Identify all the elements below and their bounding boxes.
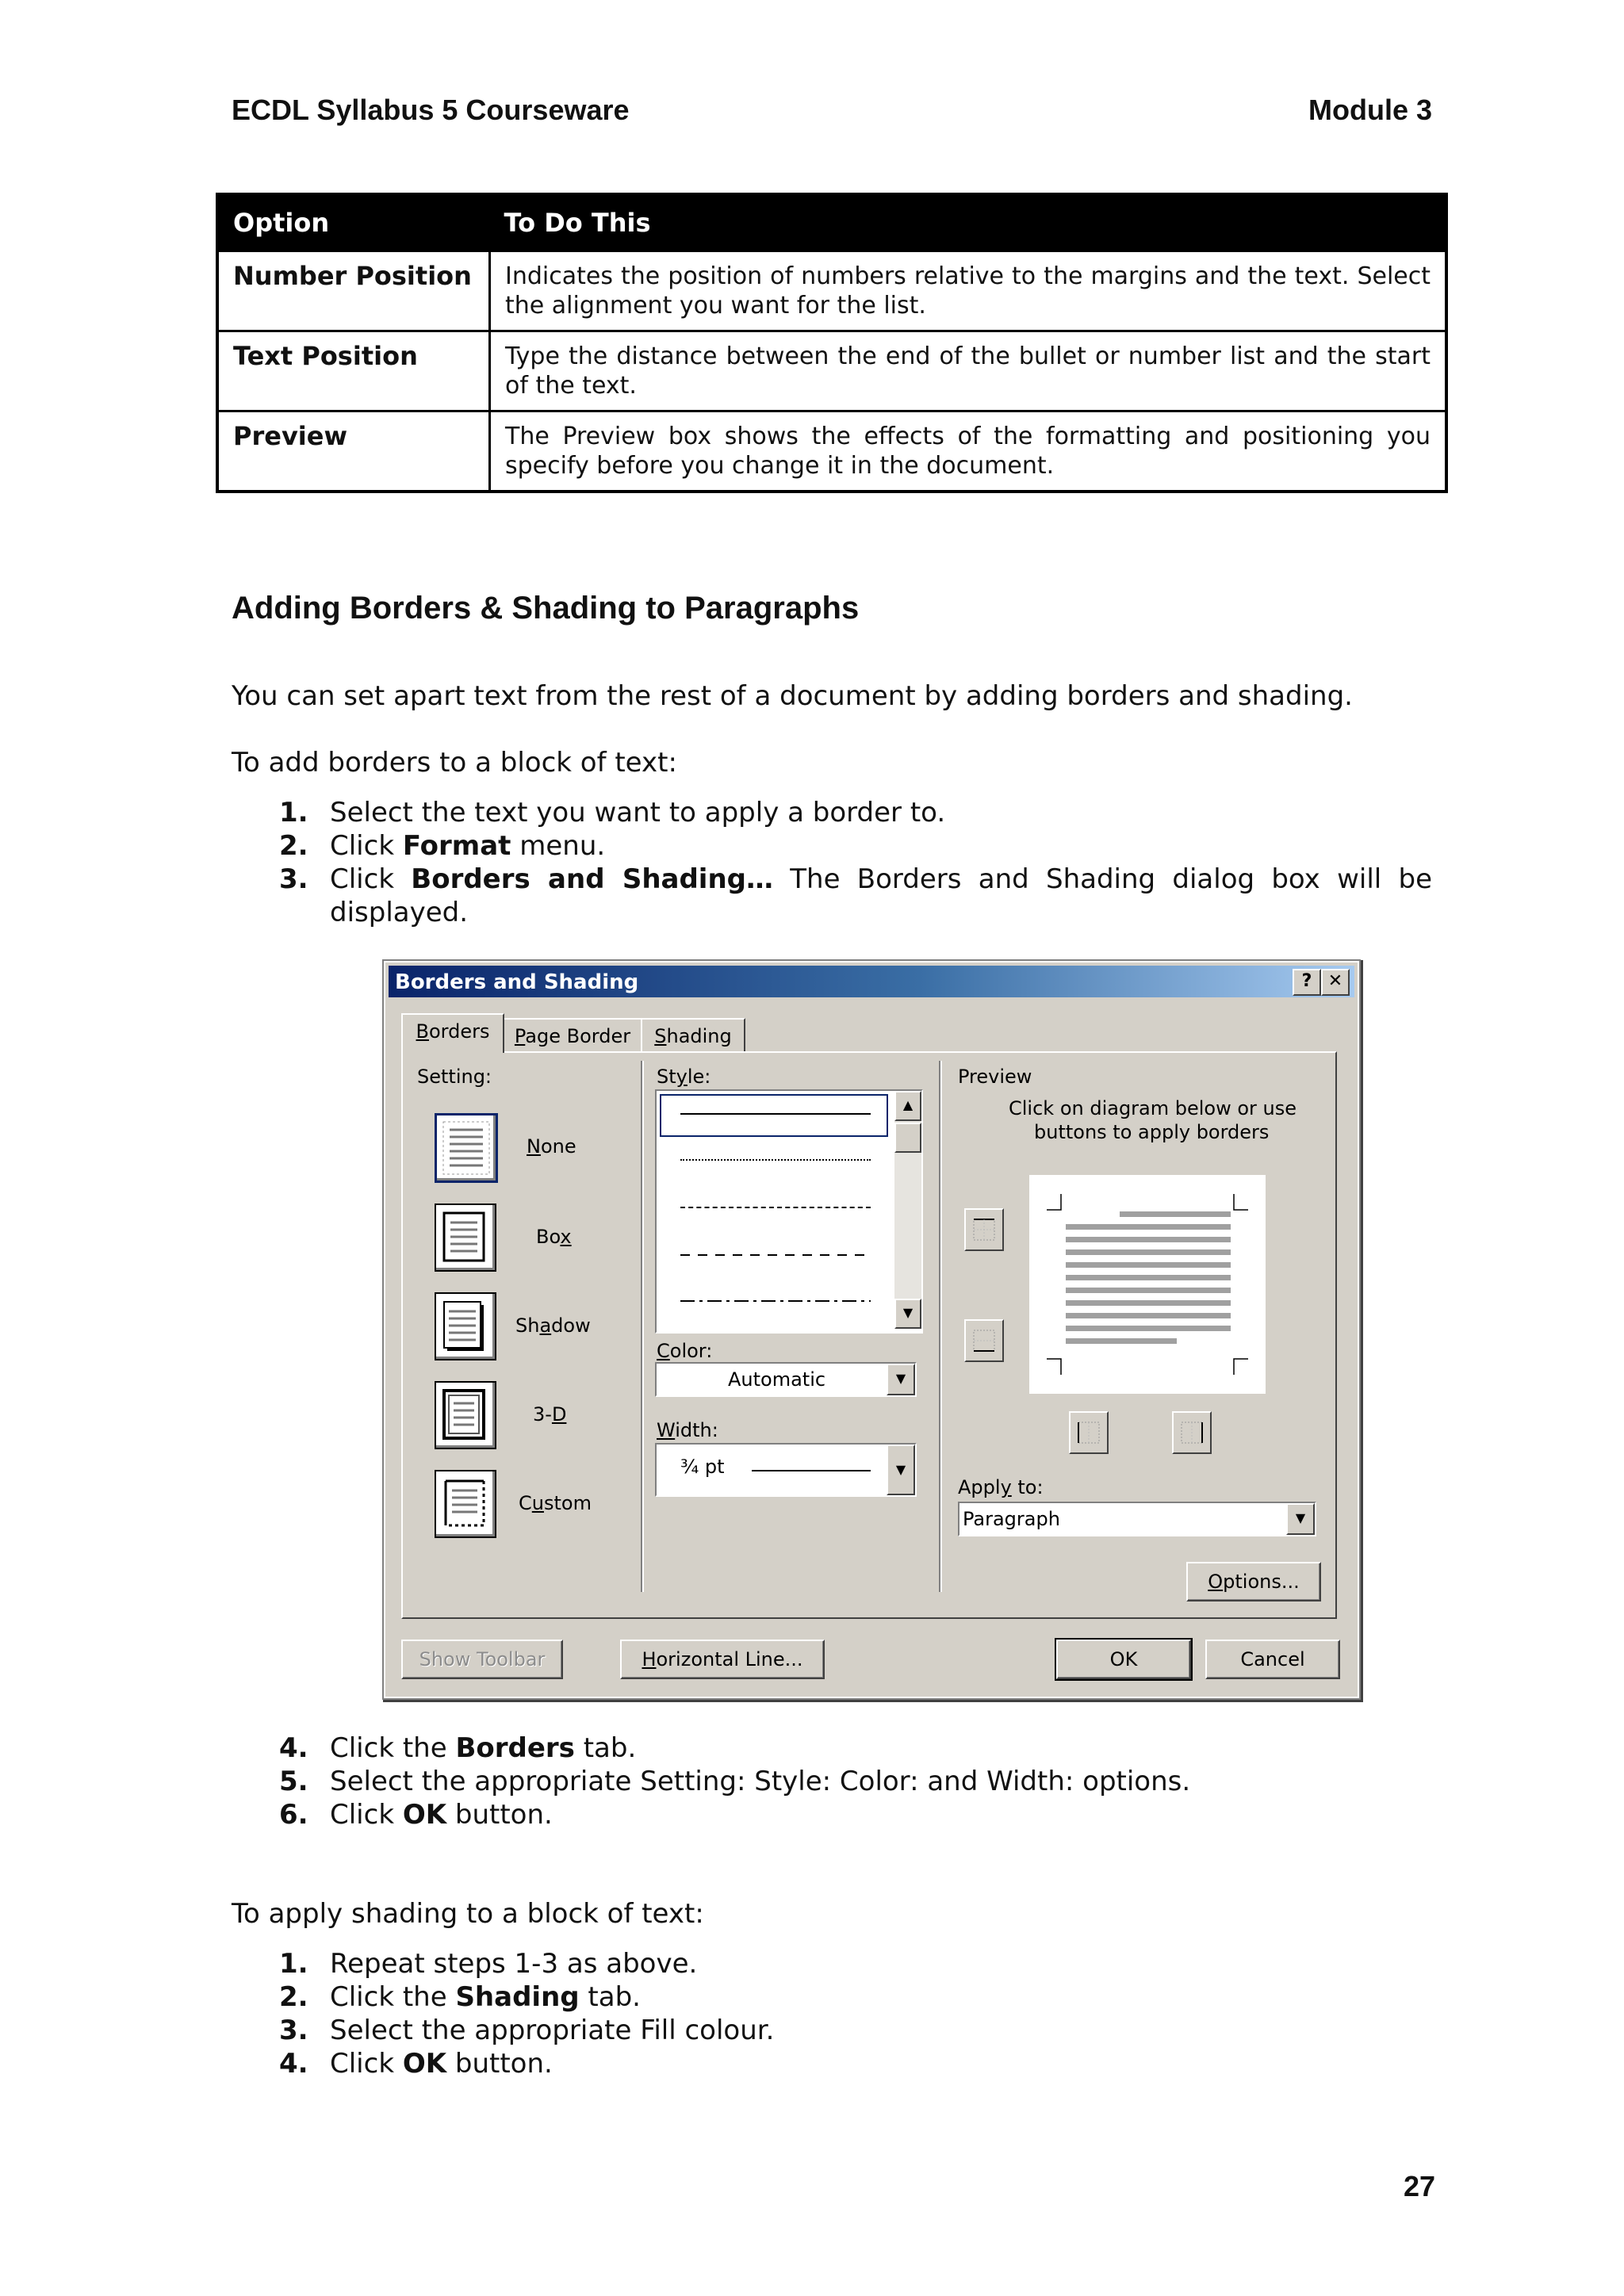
width-label: Width:: [657, 1419, 718, 1441]
show-toolbar-button[interactable]: Show Toolbar: [401, 1640, 563, 1679]
table-header-row: [217, 194, 1446, 251]
preview-label: Preview: [958, 1066, 1032, 1088]
help-button[interactable]: ?: [1293, 969, 1321, 996]
borders-steps-b: [279, 1732, 1432, 1831]
scroll-down-icon[interactable]: ▼: [894, 1299, 921, 1329]
table-row: [217, 331, 1446, 411]
page-number: 27: [1403, 2170, 1435, 2202]
style-list-selection: [660, 1094, 888, 1137]
width-select[interactable]: [655, 1443, 917, 1497]
chevron-down-icon[interactable]: ▼: [887, 1445, 915, 1495]
options-table: [216, 193, 1448, 493]
list-item: 4. Click OK button.: [279, 2048, 553, 2080]
cancel-button[interactable]: Cancel: [1205, 1640, 1340, 1679]
color-label: Color:: [657, 1340, 713, 1362]
color-value: Automatic: [728, 1368, 826, 1391]
list-item: 3. Click Borders and Shading… The Borders and Shading dialog box will be displayed.: [279, 863, 1432, 928]
options-button[interactable]: Options...: [1186, 1562, 1321, 1601]
style-solid-line[interactable]: [680, 1113, 871, 1115]
list-item: 5. Select the appropriate Setting: Style: Color: and Width: options.: [279, 1766, 1191, 1797]
setting-3d-label[interactable]: 3-D: [533, 1403, 567, 1425]
apply-to-label: Apply to:: [958, 1476, 1044, 1498]
column-header: Option: [217, 194, 490, 251]
table-row: [217, 411, 1446, 492]
description-cell: Type the distance between the end of the bullet or number list and the start of the text.: [490, 331, 1447, 411]
option-cell: Preview: [217, 411, 490, 492]
setting-shadow-label[interactable]: Shadow: [515, 1314, 591, 1337]
right-border-icon[interactable]: [1172, 1411, 1212, 1454]
title-bar: [389, 966, 1354, 997]
list-item: 6. Click OK button.: [279, 1799, 553, 1831]
list-item: 1. Select the text you want to apply a border to.: [279, 797, 946, 828]
setting-3d-icon[interactable]: [435, 1381, 496, 1449]
column-header: To Do This: [490, 194, 1447, 251]
description-cell: Indicates the position of numbers relative to the margins and the text. Select the alignment you want for the list.: [490, 251, 1447, 331]
style-label: Style:: [657, 1066, 711, 1088]
option-cell: Number Position: [217, 251, 490, 331]
preview-hint: buttons to apply borders: [1034, 1121, 1270, 1143]
preview-hint: Click on diagram below or use: [1009, 1097, 1297, 1119]
shading-steps: [279, 1947, 1432, 2080]
color-select[interactable]: [655, 1362, 917, 1397]
setting-box-label[interactable]: Box: [536, 1226, 572, 1248]
chevron-down-icon[interactable]: ▼: [1286, 1503, 1315, 1535]
style-long-dash-line[interactable]: [680, 1254, 871, 1256]
top-border-icon[interactable]: [964, 1208, 1004, 1251]
column-divider: [641, 1061, 644, 1592]
style-list[interactable]: [655, 1089, 923, 1334]
bottom-border-icon[interactable]: [964, 1319, 1004, 1362]
tab-page-border[interactable]: Page Border: [503, 1018, 642, 1053]
list-item: 2. Click the Shading tab.: [279, 1981, 641, 2013]
setting-none-icon[interactable]: [435, 1113, 498, 1183]
list-item: 1. Repeat steps 1-3 as above.: [279, 1948, 698, 1980]
setting-none-label[interactable]: None: [527, 1135, 576, 1158]
list-item: 2. Click Format menu.: [279, 830, 606, 862]
style-dotted-line[interactable]: [680, 1159, 871, 1161]
description-cell: The Preview box shows the effects of the formatting and positioning you specify before you change it in the document.: [490, 411, 1447, 492]
tab-borders[interactable]: Borders: [401, 1013, 504, 1053]
header-title: ECDL Syllabus 5 Courseware: [232, 94, 630, 126]
left-border-icon[interactable]: [1069, 1411, 1109, 1454]
shading-lead: To apply shading to a block of text:: [232, 1898, 704, 1930]
header-module: Module 3: [1308, 94, 1432, 126]
style-dashed-line[interactable]: [680, 1207, 871, 1208]
setting-label: Setting:: [417, 1066, 492, 1088]
tab-panel: [401, 1051, 1337, 1619]
horizontal-line-button[interactable]: Horizontal Line...: [620, 1640, 825, 1679]
borders-and-shading-dialog: [384, 961, 1359, 1698]
ok-button[interactable]: OK: [1056, 1640, 1191, 1679]
chevron-down-icon[interactable]: ▼: [887, 1364, 915, 1395]
section-heading: Adding Borders & Shading to Paragraphs: [232, 591, 860, 626]
close-button[interactable]: ✕: [1321, 969, 1350, 996]
borders-lead: To add borders to a block of text:: [232, 747, 677, 779]
list-item: 4. Click the Borders tab.: [279, 1732, 637, 1764]
tab-shading[interactable]: Shading: [641, 1018, 745, 1053]
setting-custom-label[interactable]: Custom: [519, 1492, 592, 1514]
borders-steps-a: [279, 796, 1432, 929]
apply-to-select[interactable]: [958, 1502, 1316, 1536]
scroll-up-icon[interactable]: ▲: [894, 1091, 921, 1121]
style-scrollbar[interactable]: [894, 1091, 921, 1329]
setting-box-icon[interactable]: [435, 1203, 496, 1272]
column-divider: [939, 1061, 942, 1592]
setting-shadow-icon[interactable]: [435, 1292, 496, 1360]
list-item: 3. Select the appropriate Fill colour.: [279, 2015, 775, 2046]
scroll-thumb[interactable]: [894, 1123, 921, 1153]
apply-to-value: Paragraph: [963, 1508, 1060, 1530]
setting-custom-icon[interactable]: [435, 1470, 496, 1538]
dialog-title: Borders and Shading: [395, 970, 639, 994]
width-value: ¾ pt: [680, 1456, 725, 1478]
option-cell: Text Position: [217, 331, 490, 411]
preview-diagram[interactable]: [1029, 1175, 1266, 1394]
intro-paragraph: You can set apart text from the rest of a document by adding borders and shading.: [232, 680, 1353, 712]
table-row: [217, 251, 1446, 331]
style-dash-dot-line[interactable]: [680, 1300, 871, 1302]
width-preview-line: [752, 1470, 871, 1471]
